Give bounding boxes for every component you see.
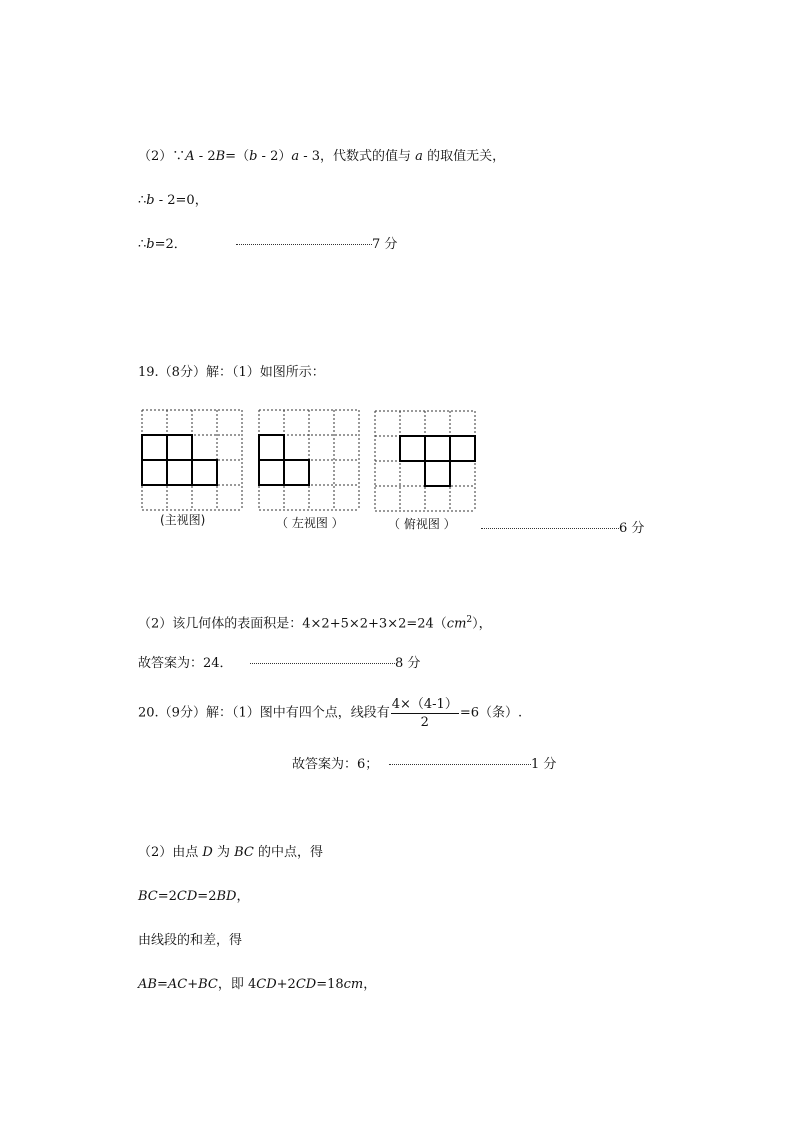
front-view-grid — [140, 408, 244, 512]
score-6: 6 分 — [481, 521, 644, 537]
view-square — [425, 461, 450, 486]
q20-part2-line3: 由线段的和差，得 — [138, 933, 243, 948]
view-square — [142, 435, 167, 460]
view-square — [284, 460, 309, 485]
score-7: 7 分 — [236, 237, 397, 253]
view-square — [167, 435, 192, 460]
q20-header: 20.（9分）解：（1）图中有四个点，线段有 $\frac{4\times(4-1)}{2}$ =6（条）. — [138, 697, 523, 730]
q19-header: 19.（8分）解：（1）如图所示： — [138, 365, 325, 380]
q20-part2-line2: BC=2CD=2BD， — [138, 889, 250, 904]
top-view-grid — [373, 409, 477, 513]
q20-part2-line1: （2）由点 D 为 BC 的中点，得 — [138, 845, 323, 860]
view-square — [167, 460, 192, 485]
q20-answer1: 故答案为：6； — [292, 757, 379, 772]
q19-part2-line: （2）该几何体的表面积是：$4\times 2+5\times 2+3\times 2=24(cm^2)$， — [138, 615, 492, 632]
dotted-leader — [389, 764, 531, 765]
view-square — [259, 460, 284, 485]
front-view-caption: (主视图) — [160, 513, 206, 527]
dotted-leader — [250, 663, 395, 664]
left-view-caption: （ 左视图 ） — [276, 516, 344, 530]
left-view-grid — [257, 408, 361, 512]
view-square — [142, 460, 167, 485]
q18-part2-line1: （2）∵A - 2B=（b - 2）a - 3，代数式的值与 a 的取值无关， — [138, 149, 506, 164]
q20-part2-line4: AB=AC+BC，即 4CD+2CD=18cm， — [138, 977, 377, 992]
view-square — [425, 436, 450, 461]
dotted-leader — [481, 528, 619, 529]
top-view-caption: （ 俯视图 ） — [388, 517, 456, 531]
q19-answer: 故答案为：24． — [138, 656, 233, 671]
view-square — [450, 436, 475, 461]
view-square — [192, 460, 217, 485]
q18-part2-line3: ∴b=2． — [138, 237, 187, 252]
view-square — [259, 435, 284, 460]
score-1: 1 分 — [389, 757, 556, 773]
dotted-leader — [236, 244, 372, 245]
view-square — [400, 436, 425, 461]
q18-part2-line2: ∴b - 2=0， — [138, 193, 208, 208]
score-8: 8 分 — [250, 656, 420, 672]
fraction: $\frac{4\times(4-1)}{2}$ — [391, 697, 458, 730]
